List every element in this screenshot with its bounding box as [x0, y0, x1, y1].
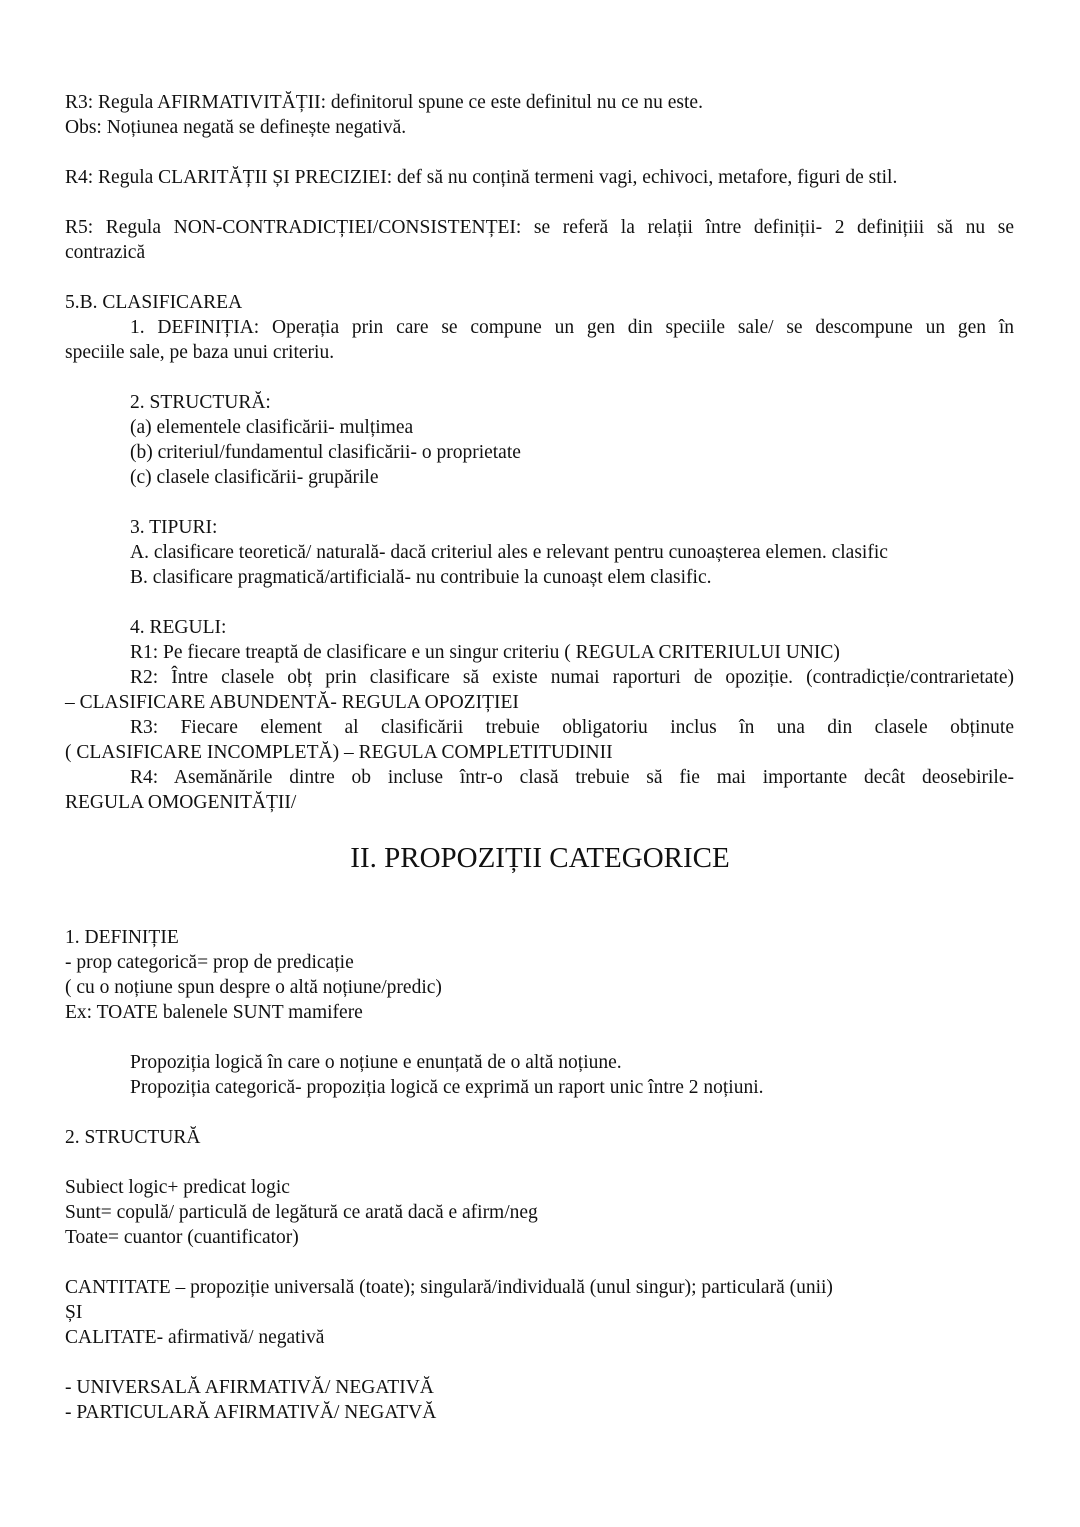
calitate-line: CALITATE- afirmativă/ negativă [65, 1327, 325, 1348]
clasificare-definitia-line1: 1. DEFINIȚIA: Operația prin care se compune un gen din speciile sale/ se descompune un gen în [130, 317, 1014, 338]
rule-r5-line1: R5: Regula NON-CONTRADICȚIEI/CONSISTENȚEI: se referă la relații între definiții- 2 definițiii să nu se [65, 217, 1014, 238]
si-conjunction: ȘI [65, 1302, 83, 1323]
definitie-indented-line: Propoziția logică în care o noțiune e enunțată de o altă noțiune. [130, 1052, 622, 1073]
structura-heading: 2. STRUCTURĂ: [130, 392, 271, 413]
tipuri-item: A. clasificare teoretică/ naturală- dacă criteriul ales e relevant pentru cunoașterea elemen. clasific [130, 542, 888, 563]
tip-propozitie: - PARTICULARĂ AFIRMATIVĂ/ NEGATVĂ [65, 1402, 437, 1423]
structura-item: (c) clasele clasificării- grupările [130, 467, 379, 488]
structura-prop-line: Sunt= copulă/ particulă de legătură ce arată dacă e afirm/neg [65, 1202, 538, 1223]
definitie-indented-line: Propoziția categorică- propoziția logică ce exprimă un raport unic între 2 noțiuni. [130, 1077, 764, 1098]
regula-r2-line1: R2: Între clasele obț prin clasificare să existe numai raporturi de opoziție. (contradicție/contrarietate) [130, 667, 1014, 688]
tip-propozitie: - UNIVERSALĂ AFIRMATIVĂ/ NEGATIVĂ [65, 1377, 434, 1398]
regula-r1: R1: Pe fiecare treaptă de clasificare e un singur criteriu ( REGULA CRITERIULUI UNIC) [130, 642, 840, 663]
regula-r4-line2: REGULA OMOGENITĂȚII/ [65, 792, 297, 813]
tipuri-heading: 3. TIPURI: [130, 517, 218, 538]
regula-r3-line2: ( CLASIFICARE INCOMPLETĂ) – REGULA COMPLETITUDINII [65, 742, 613, 763]
rule-r5-line2: contrazică [65, 242, 146, 263]
structura-item: (a) elementele clasificării- mulțimea [130, 417, 414, 438]
definitie-line: ( cu o noțiune spun despre o altă noțiune/predic) [65, 977, 442, 998]
structura-prop-line: Subiect logic+ predicat logic [65, 1177, 290, 1198]
regula-r3-line1: R3: Fiecare element al clasificării trebuie obligatoriu inclus în una din clasele obținute [130, 717, 1014, 738]
rule-r4-claritatii: R4: Regula CLARITĂȚII ȘI PRECIZIEI: def să nu conțină termeni vagi, echivoci, metafore, figuri de stil. [65, 167, 898, 188]
chapter-title: II. PROPOZIȚII CATEGORICE [350, 842, 730, 874]
regula-r4-line1: R4: Asemănările dintre ob incluse într-o clasă trebuie să fie mai importante decât deosebirile- [130, 767, 1014, 788]
structura-prop-heading: 2. STRUCTURĂ [65, 1127, 201, 1148]
definitie-line: - prop categorică= prop de predicație [65, 952, 354, 973]
clasificare-definitia-line2: speciile sale, pe baza unui criteriu. [65, 342, 335, 363]
definitie-heading: 1. DEFINIȚIE [65, 927, 179, 948]
regula-r2-line2: – CLASIFICARE ABUNDENTĂ- REGULA OPOZIȚIEI [65, 692, 519, 713]
structura-prop-line: Toate= cuantor (cuantificator) [65, 1227, 299, 1248]
tipuri-item: B. clasificare pragmatică/artificială- nu contribuie la cunoașt elem clasific. [130, 567, 712, 588]
structura-item: (b) criteriul/fundamentul clasificării- o proprietate [130, 442, 521, 463]
rule-r3-afirmativitatii: R3: Regula AFIRMATIVITĂȚII: definitorul spune ce este definitul nu ce nu este. [65, 92, 703, 113]
reguli-heading: 4. REGULI: [130, 617, 227, 638]
cantitate-line: CANTITATE – propoziție universală (toate); singulară/individuală (unul singur); particulară (unii) [65, 1277, 833, 1298]
rule-r3-observation: Obs: Noțiunea negată se definește negativă. [65, 117, 407, 138]
definitie-example: Ex: TOATE balenele SUNT mamifere [65, 1002, 363, 1023]
section-heading-clasificarea: 5.B. CLASIFICAREA [65, 292, 243, 313]
